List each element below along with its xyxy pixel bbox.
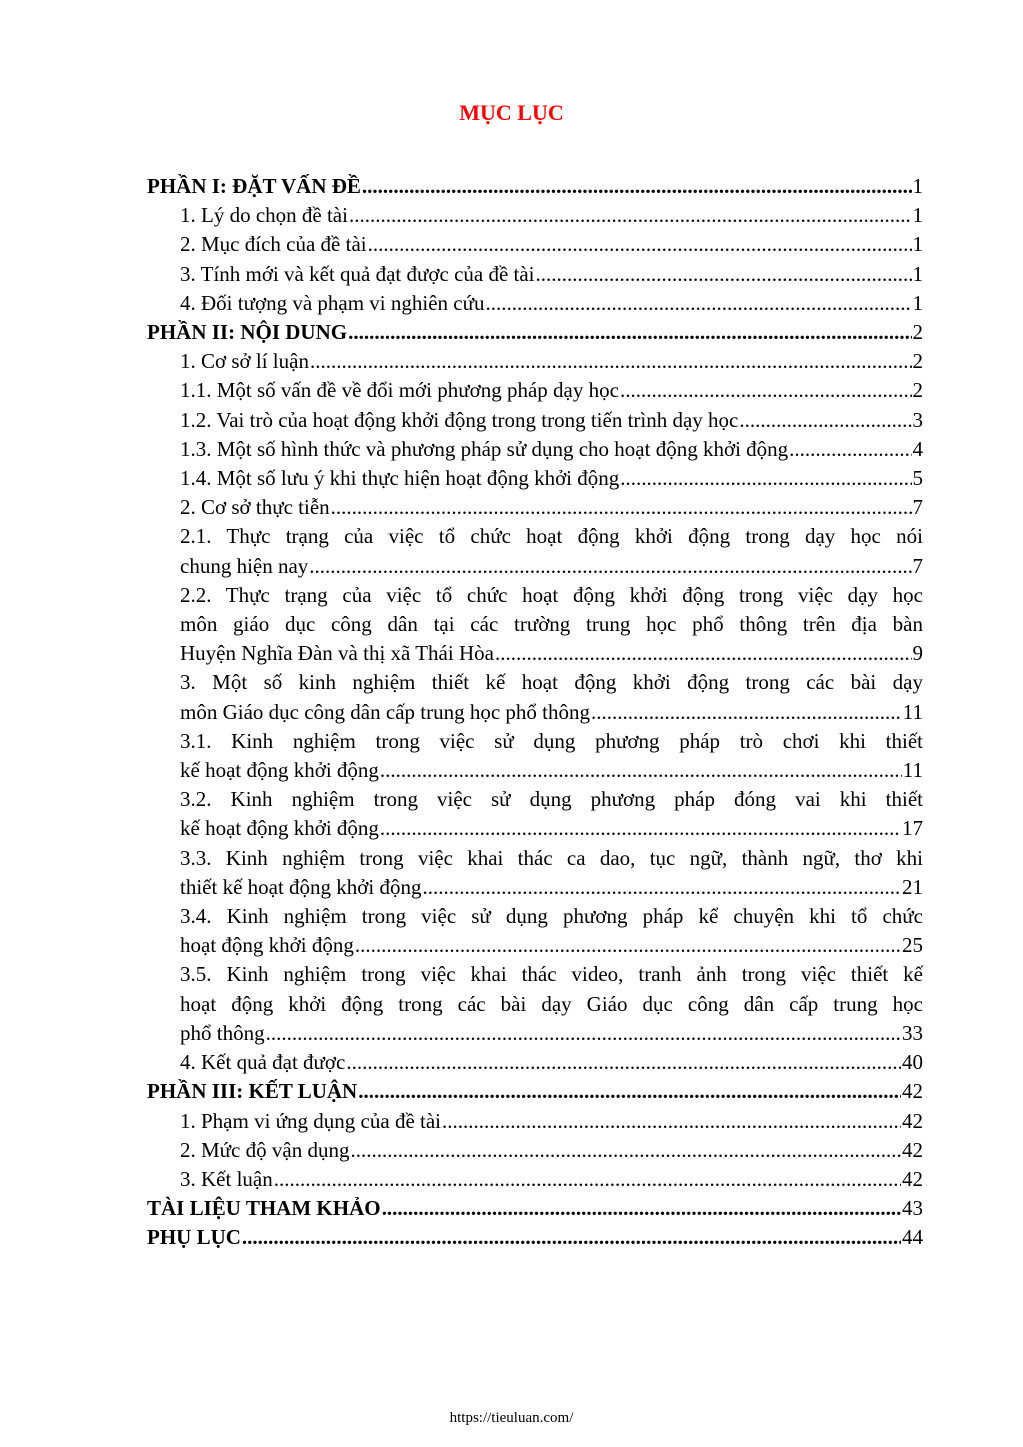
toc-leader-dots	[591, 698, 902, 727]
toc-entry-title: PHẦN I: ĐẶT VẤN ĐỀ	[147, 174, 361, 198]
toc-page-number: 42	[902, 1137, 923, 1162]
toc-entry-line: 2.1. Thực trạng của việc tổ chức hoạt động khởi động trong dạy học nói	[180, 524, 923, 549]
toc-entry-line: 3.1. Kinh nghiệm trong việc sử dụng phương pháp trò chơi khi thiết	[180, 728, 923, 753]
toc-page-number: 7	[912, 495, 923, 520]
toc-leader-dots	[382, 1194, 901, 1223]
toc-leader-dots	[358, 1077, 901, 1106]
toc-leader-dots	[368, 230, 912, 259]
toc-leader-dots	[442, 1107, 901, 1136]
table-of-contents	[147, 172, 923, 1253]
toc-entry[interactable]	[147, 406, 923, 435]
toc-leader-dots	[495, 639, 912, 668]
toc-leader-dots	[620, 464, 911, 493]
toc-page-number: 4	[912, 436, 923, 461]
toc-entry[interactable]	[147, 668, 923, 726]
toc-page-number: 44	[902, 1225, 923, 1250]
toc-page-number: 40	[902, 1050, 923, 1075]
toc-entry[interactable]	[147, 1194, 923, 1223]
toc-entry[interactable]	[147, 318, 923, 347]
toc-entry[interactable]	[147, 581, 923, 669]
toc-entry-title: phổ thông	[180, 1020, 265, 1045]
toc-entry[interactable]	[147, 785, 923, 843]
toc-page-number: 7	[912, 553, 923, 578]
toc-page-number: 33	[902, 1020, 923, 1045]
toc-entry-title: 1. Cơ sở lí luận	[180, 349, 309, 374]
toc-entry[interactable]	[147, 1077, 923, 1106]
toc-entry[interactable]	[147, 172, 923, 201]
toc-leader-dots	[346, 1048, 901, 1077]
toc-entry[interactable]	[147, 727, 923, 785]
toc-entry-title: 1.4. Một số lưu ý khi thực hiện hoạt động khởi động	[180, 466, 620, 491]
toc-entry-title: hoạt động khởi động	[180, 933, 354, 958]
toc-entry-title: 2. Cơ sở thực tiễn	[180, 495, 330, 520]
toc-page-number: 1	[912, 174, 923, 198]
toc-leader-dots	[350, 1136, 901, 1165]
toc-leader-dots	[274, 1165, 901, 1194]
toc-entry-title: thiết kế hoạt động khởi động	[180, 874, 422, 899]
page-title: MỤC LỤC	[459, 100, 564, 125]
toc-entry-title: kế hoạt động khởi động	[180, 758, 379, 783]
toc-leader-dots	[789, 435, 911, 464]
toc-entry-title: 1. Phạm vi ứng dụng của đề tài	[180, 1108, 442, 1133]
toc-entry-title: 1.1. Một số vấn đề về đổi mới phương pháp dạy học	[180, 378, 619, 403]
toc-entry[interactable]	[147, 902, 923, 960]
toc-entry-line: 3.3. Kinh nghiệm trong việc khai thác ca dao, tục ngữ, thành ngữ, thơ khi	[180, 845, 923, 870]
toc-entry-line: 3.5. Kinh nghiệm trong việc khai thác video, tranh ảnh trong việc thiết kế	[180, 962, 923, 987]
toc-leader-dots	[266, 1019, 901, 1048]
toc-page-number: 9	[912, 641, 923, 666]
toc-leader-dots	[739, 406, 911, 435]
toc-page-number: 43	[902, 1196, 923, 1221]
toc-leader-dots	[362, 172, 912, 201]
toc-entry-title: 2. Mức độ vận dụng	[180, 1137, 350, 1162]
toc-entry[interactable]	[147, 960, 923, 1048]
toc-entry[interactable]	[147, 1136, 923, 1165]
toc-entry[interactable]	[147, 1223, 923, 1252]
toc-leader-dots	[310, 347, 912, 376]
toc-entry[interactable]	[147, 260, 923, 289]
toc-entry-title: PHỤ LỤC	[147, 1225, 241, 1250]
toc-entry[interactable]	[147, 522, 923, 580]
toc-page-number: 2	[912, 320, 923, 345]
toc-leader-dots	[349, 201, 912, 230]
toc-entry[interactable]	[147, 493, 923, 522]
toc-entry[interactable]	[147, 347, 923, 376]
toc-entry-title: TÀI LIỆU THAM KHẢO	[147, 1196, 381, 1221]
toc-page-number: 42	[902, 1079, 923, 1104]
toc-entry-title: chung hiện nay	[180, 553, 309, 578]
toc-entry-title: 4. Đối tượng và phạm vi nghiên cứu	[180, 290, 485, 315]
toc-page-number: 42	[902, 1166, 923, 1191]
toc-leader-dots	[536, 260, 912, 289]
toc-leader-dots	[355, 931, 901, 960]
toc-page-number: 11	[902, 699, 923, 724]
toc-entry-title: 4. Kết quả đạt được	[180, 1050, 346, 1075]
toc-entry[interactable]	[147, 464, 923, 493]
toc-entry[interactable]	[147, 844, 923, 902]
toc-leader-dots	[380, 756, 902, 785]
toc-entry[interactable]	[147, 1048, 923, 1077]
toc-entry-title: 2. Mục đích của đề tài	[180, 232, 367, 257]
toc-page-number: 3	[912, 407, 923, 432]
toc-leader-dots	[423, 873, 902, 902]
toc-entry[interactable]	[147, 435, 923, 464]
toc-entry[interactable]	[147, 289, 923, 318]
toc-page-number: 1	[912, 203, 923, 228]
toc-page-number: 21	[902, 874, 923, 899]
toc-leader-dots	[620, 376, 912, 405]
toc-entry[interactable]	[147, 376, 923, 405]
toc-entry[interactable]	[147, 1107, 923, 1136]
toc-leader-dots	[348, 318, 911, 347]
toc-entry-line: môn giáo dục công dân tại các trường trung học phổ thông trên địa bàn	[180, 612, 923, 637]
toc-page-number: 17	[902, 816, 923, 841]
toc-page-number: 25	[902, 933, 923, 958]
toc-page-number: 2	[912, 378, 923, 403]
toc-page-number: 1	[912, 232, 923, 257]
toc-entry[interactable]	[147, 201, 923, 230]
toc-entry[interactable]	[147, 1165, 923, 1194]
toc-entry-line: hoạt động khởi động trong các bài dạy Giáo dục công dân cấp trung học	[180, 991, 923, 1016]
toc-entry-title: PHẦN II: NỘI DUNG	[147, 320, 348, 345]
toc-leader-dots	[380, 814, 901, 843]
toc-page-number: 42	[902, 1108, 923, 1133]
toc-entry-line: 3.2. Kinh nghiệm trong việc sử dụng phương pháp đóng vai khi thiết	[180, 787, 923, 812]
toc-page-number: 5	[912, 466, 923, 491]
toc-entry[interactable]	[147, 230, 923, 259]
toc-entry-title: PHẦN III: KẾT LUẬN	[147, 1079, 358, 1104]
toc-entry-title: 1.3. Một số hình thức và phương pháp sử dụng cho hoạt động khởi động	[180, 436, 789, 461]
toc-page-number: 2	[912, 349, 923, 374]
toc-entry-title: 1.2. Vai trò của hoạt động khởi động trong trong tiến trình dạy học	[180, 407, 739, 432]
toc-entry-title: 1. Lý do chọn đề tài	[180, 203, 348, 228]
toc-leader-dots	[331, 493, 912, 522]
toc-entry-line: 3.4. Kinh nghiệm trong việc sử dụng phương pháp kể chuyện khi tổ chức	[180, 904, 923, 929]
toc-leader-dots	[242, 1223, 901, 1252]
toc-entry-line: 3. Một số kinh nghiệm thiết kế hoạt động khởi động trong các bài dạy	[180, 670, 923, 695]
toc-entry-title: 3. Kết luận	[180, 1166, 273, 1191]
toc-entry-title: 3. Tính mới và kết quả đạt được của đề tài	[180, 261, 535, 286]
toc-page-number: 1	[912, 290, 923, 315]
toc-leader-dots	[309, 552, 911, 581]
toc-entry-line: 2.2. Thực trạng của việc tổ chức hoạt động khởi động trong việc dạy học	[180, 582, 923, 607]
footer-url: https://tieuluan.com/	[449, 1410, 574, 1426]
toc-page-number: 11	[902, 758, 923, 783]
toc-leader-dots	[486, 289, 912, 318]
toc-entry-title: kế hoạt động khởi động	[180, 816, 379, 841]
toc-page-number: 1	[912, 261, 923, 286]
toc-entry-title: Huyện Nghĩa Đàn và thị xã Thái Hòa	[180, 641, 494, 666]
toc-entry-title: môn Giáo dục công dân cấp trung học phổ thông	[180, 699, 590, 724]
